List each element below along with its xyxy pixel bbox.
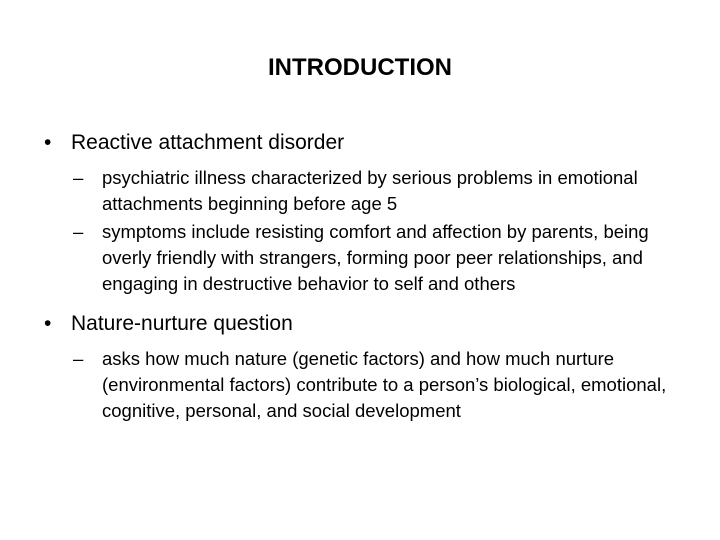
sub-bullet-marker: – [73, 221, 84, 242]
sub-bullet-list [44, 346, 684, 424]
sub-bullet-text: psychiatric illness characterized by serious problems in emotional attachments beginning before age 5 [102, 167, 638, 214]
sub-bullet-item [73, 219, 684, 297]
slide-title: INTRODUCTION [268, 54, 452, 81]
sub-bullet-item [73, 165, 684, 217]
sub-bullet-marker: – [73, 348, 84, 369]
sub-bullet-text: asks how much nature (genetic factors) and how much nurture (environmental factors) contribute to a person’s biological, emotional, cognitive, personal, and social development [102, 348, 667, 421]
slide-content [44, 128, 684, 426]
sub-bullet-list [44, 165, 684, 297]
sub-bullet-text: symptoms include resisting comfort and affection by parents, being overly friendly with strangers, forming poor peer relationships, and engaging in destructive behavior to self and others [102, 221, 649, 294]
bullet-marker: • [44, 131, 52, 154]
bullet-text: Reactive attachment disorder [71, 131, 345, 154]
bullet-item-reactive-attachment [44, 128, 684, 158]
sub-bullet-item [73, 346, 684, 424]
bullet-item-nature-nurture [44, 309, 684, 339]
bullet-text: Nature-nurture question [71, 312, 293, 335]
sub-bullet-marker: – [73, 167, 84, 188]
bullet-marker: • [44, 312, 52, 335]
